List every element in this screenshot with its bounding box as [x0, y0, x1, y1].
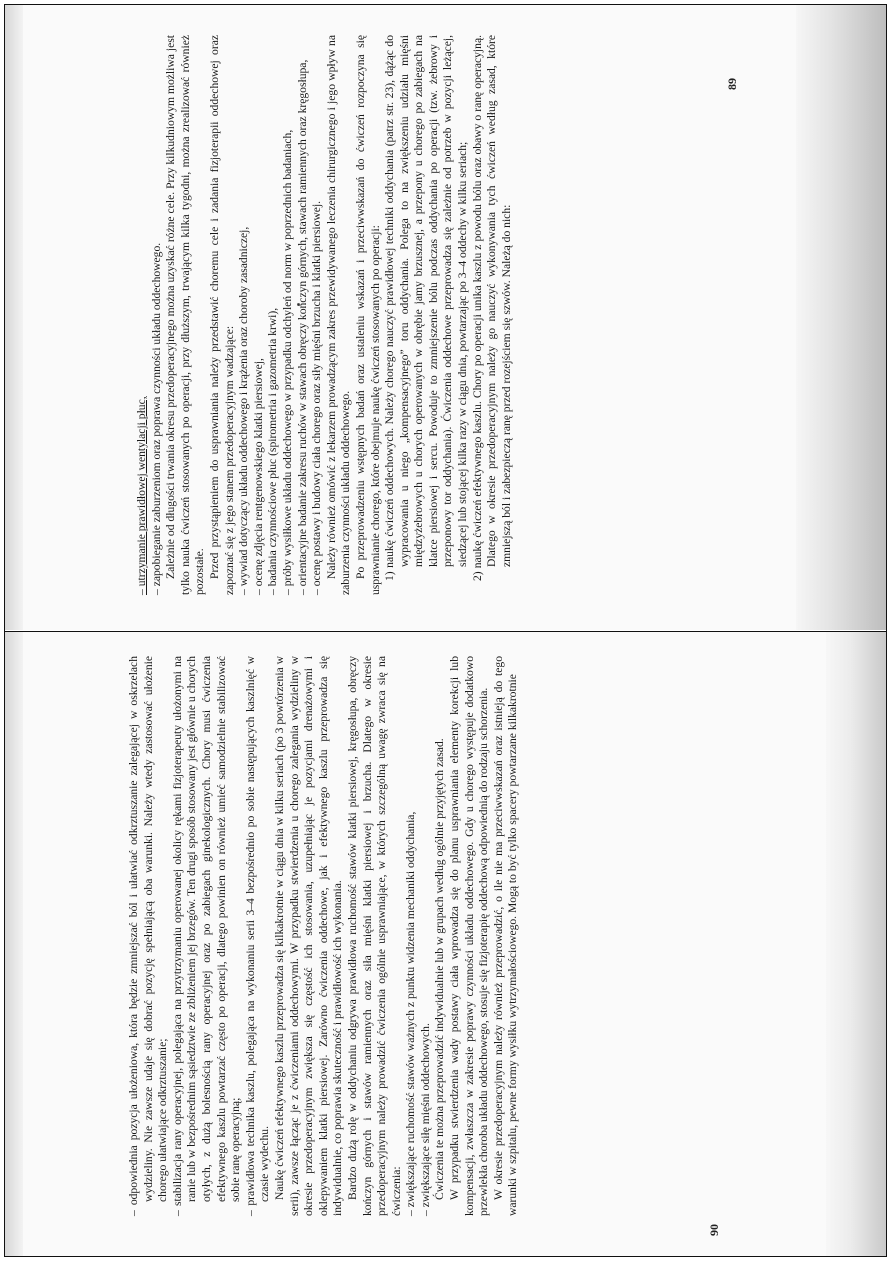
- paragraph: W okresie przedoperacyjnym należy również przeprowadzić, o ile nie ma przeciwwskazań oraz istnieją do tego warunki w szpitalu, pewne formy wysiłku wytrzymałościowego. Mogą to być tylko spacery powtarzane kilkakrotnie: [491, 656, 520, 1216]
- page-number: 89: [725, 78, 739, 90]
- paragraph: – wywiad dotyczący układu oddechowego i krążenia oraz choroby zasadniczej,: [237, 226, 251, 595]
- scan-shadow-left: [5, 632, 23, 1256]
- paragraph: Zależnie od długości trwania okresu przedoperacyjnego można uzyskać różne cele. Przy kilkudniowym możliwa jest tylko nauka ćwiczeń stosowanych po operacji, przy dłuższym, trwającym kilka tygodni, można zrealizować również pozostałe.: [164, 35, 207, 595]
- page-number: 90: [707, 1224, 721, 1236]
- paragraph: – prawidłowa technika kaszlu, polegająca na wykonaniu serii 3–4 bezpośrednio po sobie następujących kaszlnięć w czasie wydechu.: [243, 656, 272, 1216]
- paragraph: W przypadku stwierdzenia wady postawy ciała wprowadza się do planu usprawniania elementy korekcji lub kompensacji, zwłaszcza w zakresie poprawy czynności układu oddechowego. Gdy u chorego występuje dodatkowo przewlekła choroba układu oddechowego, stosuje się fizjoterapię oddechową odpowiednią do rodzaju schorzenia.: [448, 656, 491, 1216]
- scan-shadow-right: [796, 5, 886, 630]
- paragraph: 1) naukę ćwiczeń oddechowych. Należy chorego nauczyć prawidłowej techniki oddychania (patrz str. 23), dążąc do wypracowania u niego „kompensacyjnego” toru oddychania. Polega to na zwiększeniu udziału mięśni międzyżebrowych u chorych operowanych w obrębie jamy brzusznej, a przepony u chorego po zabiegach na klatce piersiowej i sercu. Powoduje to zmniejszenie bólu podczas oddychania po operacji (tzw. żebrowy i przeponowy tor oddychania). Ćwiczenia oddechowe przeprowadza się zależnie od potrzeb w pozycji leżącej, siedzącej lub stojącej kilka razy w ciągu dnia, powtarzając po 3–4 oddechy w kilku seriach;: [383, 35, 470, 581]
- paragraph: – zwiększające ruchomość stawów ważnych z punktu widzenia mechaniki oddychania,: [404, 811, 418, 1216]
- paragraph: – utrzymanie prawidłowej wentylacji płuc,: [135, 396, 148, 595]
- scanned-page-top: [5, 5, 886, 630]
- rotated-page-content-bottom: [117, 636, 787, 1246]
- paragraph: – stabilizacja rany operacyjnej, polegająca na przytrzymaniu operowanej okolicy rękami fizjoterapeuty ułożonymi na ranie lub w bezpośrednim sąsiedztwie ze zbliżeniem jej brzegów. Ten drugi sposób stosowany jest głównie u chorych otyłych, z dużą bolesnością rany operacyjnej oraz po zabiegach ginekologicznych. Chory musi ćwiczenia efektywnego kaszlu powtarzać często po operacji, dlatego powinien on również umieć samodzielnie stabilizować sobie ranę operacyjną;: [170, 656, 243, 1216]
- page-body-text: [135, 35, 514, 595]
- paragraph: Bardzo dużą rolę w oddychaniu odgrywa prawidłowa ruchomość stawów klatki piersiowej, kręgosłupa, obręczy kończyn górnych i stawów ramiennych oraz siła mięśni klatki piersiowej i brzucha. Dlatego w okresie przedoperacyjnym należy prowadzić ćwiczenia ogólnie usprawniające, w których szczególną uwagę zwraca się na ćwiczenia:: [345, 656, 403, 1216]
- paragraph: – orientacyjne badanie zakresu ruchów w stawach obręczy kończyn górnych, stawach ramiennych oraz kręgosłupa,: [295, 59, 309, 595]
- paragraph: Przed przystąpieniem do usprawniania należy przedstawić choremu cele i zadania fizjoterapii oddechowej oraz zapoznać się z jego stanem przedoperacyjnym wadzające:: [207, 35, 236, 595]
- paragraph: 2) naukę ćwiczeń efektywnego kaszlu. Chory po operacji unika kaszlu z powodu bólu oraz obawy o ranę operacyjną. Dlatego w okresie przedoperacyjnym należy go nauczyć wykonywania tych ćwiczeń według zasad, które zmniejszą ból i zabezpieczą ranę przed rozejściem się szwów. Należą do nich:: [470, 35, 513, 581]
- scanned-page-bottom: [5, 632, 886, 1256]
- paragraph: Po przeprowadzeniu wstępnych badań oraz ustaleniu wskazań i przeciwwskazań do ćwiczeń rozpoczyna się usprawnianie chorego, które obejmuje naukę ćwiczeń stosowanych po operacji:: [353, 35, 382, 595]
- paragraph: – próby wysiłkowe układu oddechowego w przypadku odchyleń od norm w poprzednich badaniach,: [280, 129, 294, 595]
- paragraph: Należy również omówić z lekarzem prowadzącym zakres przewidywanego leczenia chirurgicznego i jego wpływ na zaburzenia czynności układu oddechowego.: [324, 35, 353, 595]
- paragraph: – zwiększające siłę mięśni oddechowych.: [418, 1023, 432, 1216]
- scan-shadow-left: [5, 5, 23, 630]
- page-body-text: [127, 656, 521, 1216]
- paragraph: – zapobieganie zaburzeniom oraz poprawa czynności układu oddechowego.: [149, 242, 163, 595]
- paragraph: – ocenę zdjęcia rentgenowskiego klatki piersiowej,: [251, 358, 265, 595]
- paragraph: – odpowiednia pozycja ułożeniowa, która będzie zmniejszać ból i ułatwiać odkrztuszanie zalegającej w oskrzelach wydzieliny. Nie zawsze udaje się dobrać pozycję spełniającą oba warunki. Należy wtedy zastosować ułożenie chorego ułatwiające odkrztuszanie;: [127, 656, 170, 1216]
- paragraph: Naukę ćwiczeń efektywnego kaszlu przeprowadza się kilkakrotnie w ciągu dnia w kilku seriach (po 3 powtórzenia w serii), zawsze łącząc je z ćwiczeniami oddechowymi. W przypadku stwierdzenia u chorego zalegania wydzieliny w okresie przedoperacyjnym zwiększa się częstość ich stosowania, uzupełniając je pozycjami drenażowymi i oklepywaniem klatki piersiowej. Zarówno ćwiczenia oddechowe, jak i efektywnego kaszlu przeprowadza się indywidualnie, co poprawia skuteczność i prawidłowość ich wykonania.: [272, 656, 345, 1216]
- scan-shadow-right: [826, 632, 886, 1256]
- paragraph: – badania czynnościowe płuc (spirometria i gazometria krwi),: [266, 307, 280, 595]
- paragraph: – ocenę postawy i budowy ciała chorego oraz siły mięśni brzucha i klatki piersiowej.: [310, 200, 324, 595]
- rotated-page-content-top: [125, 15, 795, 625]
- paragraph: Ćwiczenia te można przeprowadzić indywidualnie lub w grupach według ogólnie przyjętych zasad.: [433, 738, 447, 1200]
